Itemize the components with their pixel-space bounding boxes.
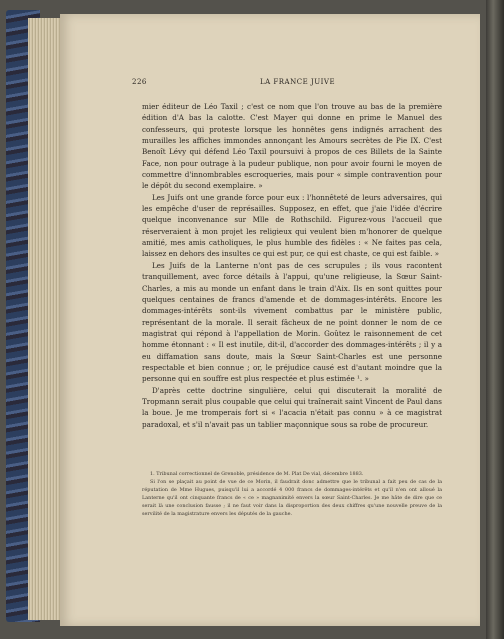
paragraph: D'après cette doctrine singulière, celui qui discuterait la moralité de Tropmann serait plus coupable que celui qui traînerait saint Vincent de Paul dans la boue. Je me tromperais fort si « l'acacia n'était pas connu » à ce magistrat paradoxal, et s'il n'avait pas un tablier maçonnique sous sa robe de procureur. xyxy=(142,385,442,429)
paragraph: Les Juifs ont une grande force pour eux : l'honnêteté de leurs adversaires, qui les empêche d'user de représailles. Supposez, en effet, que j'aie l'idée d'écrire quelque inconvenance sur Mlle de Rothschild. Figurez-vous l'accueil que réserveraient à mon projet les religieux qui veulent bien m'honorer de quelque amitié, mes amis catholiques, le plus humble des fidèles : « Ne faites pas cela, laissez en dehors des insultes ce qui est pur, ce qui est chaste, ce qui est faible. » xyxy=(142,192,442,259)
adjacent-page-strip xyxy=(486,0,504,639)
running-title: LA FRANCE JUIVE xyxy=(260,78,336,86)
page-number: 226 xyxy=(132,78,147,86)
body-text xyxy=(142,101,442,430)
footnotes xyxy=(142,470,442,519)
footnote: 1. Tribunal correctionnel de Grenoble, présidence de M. Plat De vial, décembre 1883. xyxy=(150,471,364,477)
paragraph: mier éditeur de Léo Taxil ; c'est ce nom que l'on trouve au bas de la première édition d'A bas la calotte. C'est Mayer qui donne en prime le Manuel des confesseurs, qui proteste lorsque les honnêtes gens indignés arrachent des murailles les affiches immondes annonçant les Amours secrètes de Pie IX. C'est Benoît Lévy qui défend Léo Taxil poursuivi à propos de ces Billets de la Sainte Face, non pour outrage à la pudeur publique, non pour avoir fourni le moyen de commettre d'innombrables escroqueries, mais pour « simple contravention pour le dépôt du second exemplaire. » xyxy=(142,102,442,191)
footnote: Si l'on se plaçait au point de vue de ce Morin, il faudrait donc admettre que le tribunal a fait peu de cas de la réputation de Mme Hugues, puisqu'il lui a accordé 4 000 francs de dommages-intérêts et qu'il n'en ont alloué la Lanterne qu'il ont cinquante francs de « ce » magnanimité envers la sœur Saint-Charles. Je me hâte de dire que ce serait là une conclusion fausse ; il ne faut voir dans la disproportion des deux chiffres qu'une nouvelle preuve de la servilité de la magistrature envers les députés de la gauche. xyxy=(142,479,442,518)
paragraph: Les Juifs de la Lanterne n'ont pas de ces scrupules ; ils vous racontent tranquillement, avec force détails à l'appui, qu'une religieuse, la Sœur Saint-Charles, a mis au monde un enfant dans le train d'Aix. Ils en sont quittes pour quelques centaines de francs d'amende et de dommages-intérêts. Encore les dommages-intérêts sont-ils vivement combattus par le ministère public, représentant de la morale. Il serait fâcheux de ne point donner le nom de ce magistrat qui répond à l'appellation de Morin. Goûtez le raisonnement de cet homme étonnant : « Il est inutile, dit-il, d'accorder des dommages-intérêts ; il y a eu diffamation sans doute, mais la Sœur Saint-Charles est une personne respectable et bien connue ; or, le préjudice causé est d'autant moindre que la personne qui en souffre est plus respectée et plus estimée ¹. » xyxy=(142,260,442,384)
page-header xyxy=(132,78,432,94)
